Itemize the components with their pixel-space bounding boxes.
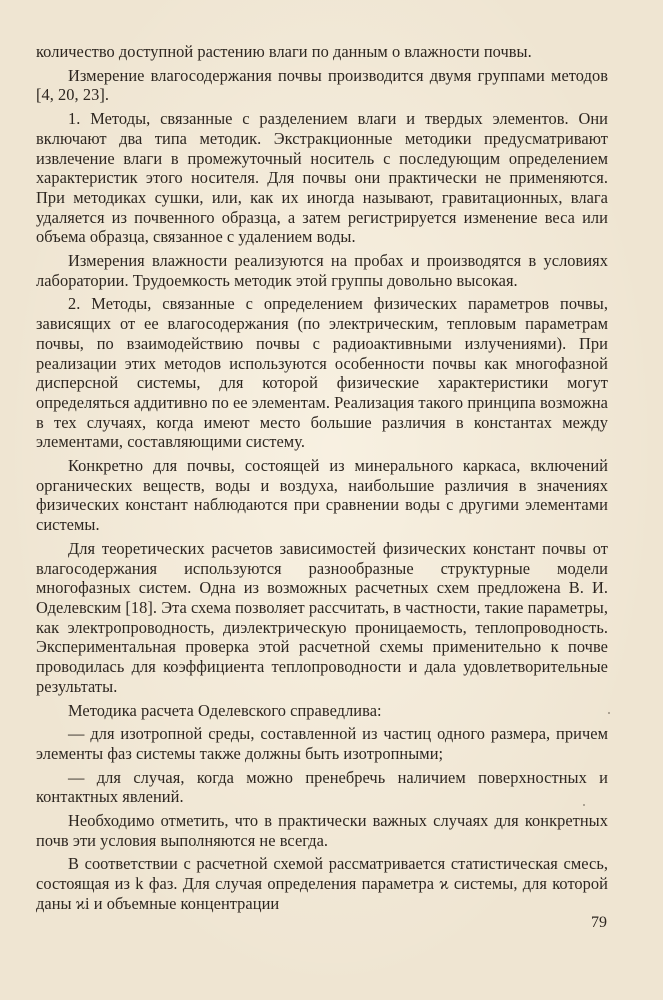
paragraph-lab-measurements: Измерения влажности реализуются на пробах и производятся в условиях лаборатории. Трудоемкость методик этой группы довольно высокая. — [36, 251, 608, 290]
paragraph-continuation: количество доступной растению влаги по данным о влажности почвы. — [36, 42, 532, 61]
page-number: 79 — [591, 914, 607, 931]
paragraph-theoretical-models: Для теоретических расчетов зависимостей физических констант почвы от влагосодержания используются разнообразные структурные модели многофазных систем. Одна из возможных расчетных схем предложена В. И. Оделевским [18]. Эта схема позволяет рассчитать, в частности, такие параметры, как электропроводность, диэлектрическую проницаемость, теплопроводность. Экспериментальная проверка этой расчетной схемы применительно к почве проводилась для коэффициента теплопроводности и дала удовлетворительные результаты. — [36, 538, 608, 696]
paper-speck — [608, 712, 610, 714]
list-item-surface-effects: — для случая, когда можно пренебречь наличием поверхностных и контактных явлений. — [36, 767, 608, 807]
paragraph-method-group-2: 2. Методы, связанные с определением физических параметров почвы, зависящих от ее влагосодержания (по электрическим, тепловым параметрам почвы, по взаимодействию почвы с радиоактивными излучениями). При реализации этих методов используются особенности почвы как многофазной дисперсной системы, для которой физические характеристики могут определяться аддитивно по ее элементам. Реализация такого принципа возможна в тех случаях, когда имеют место большие различия в константах между элементами, составляющими систему. — [36, 294, 608, 452]
list-item-isotropic-medium: — для изотропной среды, составленной из частиц одного размера, причем элементы фаз системы также должны быть изотропными; — [36, 724, 608, 763]
body-text — [36, 42, 608, 918]
paragraph-soil-components: Конкретно для почвы, состоящей из минерального каркаса, включений органических веществ, воды и воздуха, наибольшие различия в значениях физических констант наблюдаются при сравнении воды с другими элементами системы. — [36, 456, 608, 535]
paragraph-measurement-intro: Измерение влагосодержания почвы производится двумя группами методов [4, 20, 23]. — [36, 65, 608, 105]
paragraph-odelevsky-method: Методика расчета Оделевского справедлива: — [68, 700, 382, 720]
paragraph-statistical-mixture: В соответствии с расчетной схемой рассматривается статистическая смесь, состоящая из k фаз. Для случая определения параметра ϰ системы, для которой даны ϰi и объемные концентрации — [36, 854, 608, 913]
paper-speck — [583, 804, 585, 806]
paragraph-conditions-note: Необходимо отметить, что в практически важных случаях для конкретных почв эти условия выполняются не всегда. — [36, 811, 608, 850]
paragraph-method-group-1: 1. Методы, связанные с разделением влаги и твердых элементов. Они включают два типа методик. Экстракционные методики предусматривают извлечение влаги в промежуточный носитель с последующим определением характеристик этого носителя. Для почвы они практически не применяются. При методиках сушки, или, как их иногда называют, гравитационных, влага удаляется из почвенного образца, а затем регистрируется изменение веса или объема образца, связанное с удалением воды. — [36, 109, 608, 247]
